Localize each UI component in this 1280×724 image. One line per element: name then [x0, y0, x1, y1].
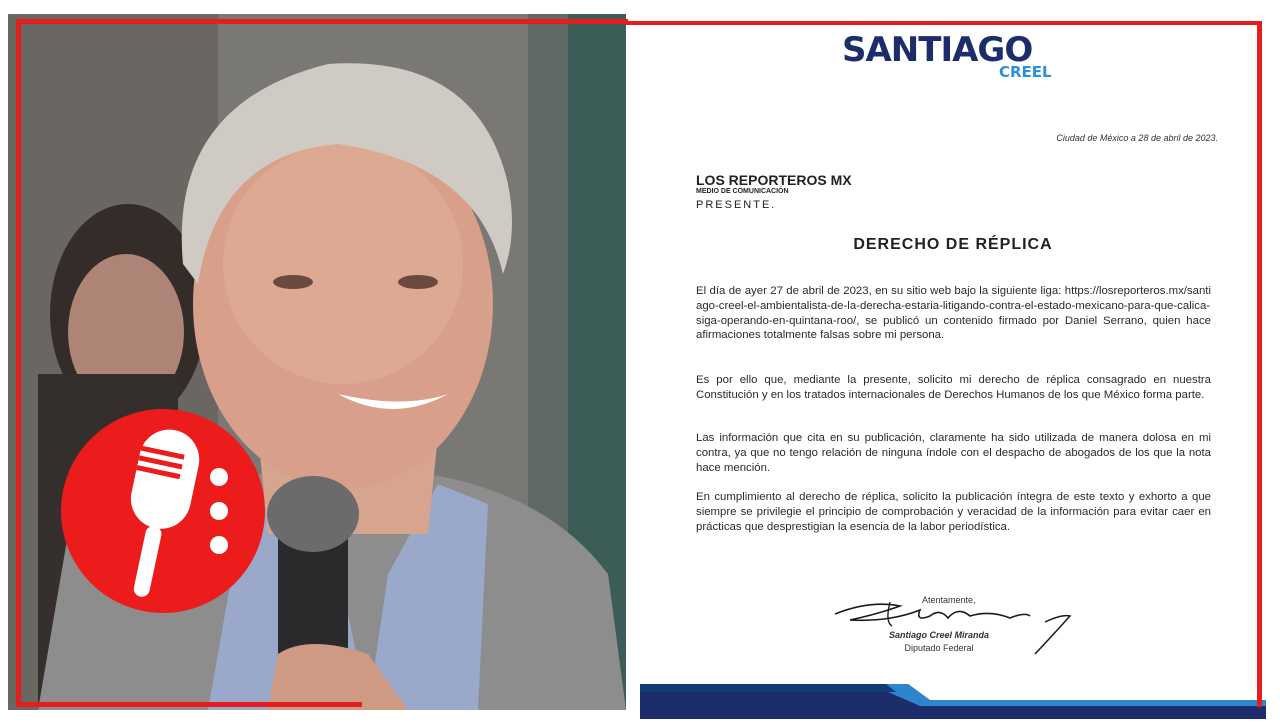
frame-bottom — [16, 702, 362, 707]
recipient-name: LOS REPORTEROS MX — [696, 172, 852, 188]
frame-top-right — [626, 21, 1262, 25]
letter-title: DERECHO DE RÉPLICA — [853, 236, 1053, 253]
signer-role: Diputado Federal — [904, 643, 974, 653]
recipient-presente: PRESENTE. — [696, 199, 777, 211]
closing: Atentamente, — [922, 595, 976, 605]
paragraph-3: Las información que cita en su publicación, claramente ha sido utilizada de manera dolosa en mi contra, ya que no tengo relación de ninguna índole con el despacho de abogados de los que la nota hace mención. — [696, 432, 1211, 474]
paragraph-4: En cumplimiento al derecho de réplica, solicito la publicación íntegra de este texto y exhorto a que siempre se privilegie el principio de comprobación y veracidad de la información para evitar caer en prácticas que desprestigian la esencia de la labor periodística. — [696, 491, 1211, 533]
brand-name: SANTIAGO — [842, 30, 1033, 70]
signer-name: Santiago Creel Miranda — [888, 630, 990, 640]
paragraph-2: Es por ello que, mediante la presente, solicito mi derecho de réplica consagrado en nuestra Constitución y en los tratados internacionales de Derechos Humanos de los que México forma parte. — [696, 374, 1211, 401]
footer-band — [640, 684, 1266, 719]
paragraph-1-end: se publicó un contenido firmado por Daniel Serrano, quien hace afirmaciones totalmente falsas sobre mi persona. — [696, 314, 1211, 342]
frame-top-left — [16, 19, 628, 24]
paragraph-1 — [696, 284, 1211, 343]
frame-left — [16, 19, 21, 707]
frame-right — [1257, 21, 1262, 707]
reply-letter — [640, 0, 1266, 719]
place-date: Ciudad de México a 28 de abril de 2023. — [1056, 133, 1218, 143]
article-link[interactable]: https://losreporteros.mx/santiago-creel-el-ambientalista-de-la-derecha-estaria-litigando-contra-el-estado-mexicano-para-que-calica-siga-operando-en-quintana-roo/, — [696, 285, 1211, 327]
brand-surname: CREEL — [999, 63, 1052, 81]
recipient-subtitle: MEDIO DE COMUNICACIÓN — [696, 188, 789, 195]
paragraph-1-start: El día de ayer 27 de abril de 2023, en su sitio web bajo la siguiente liga: — [696, 285, 1065, 297]
microphone-badge — [61, 409, 265, 613]
